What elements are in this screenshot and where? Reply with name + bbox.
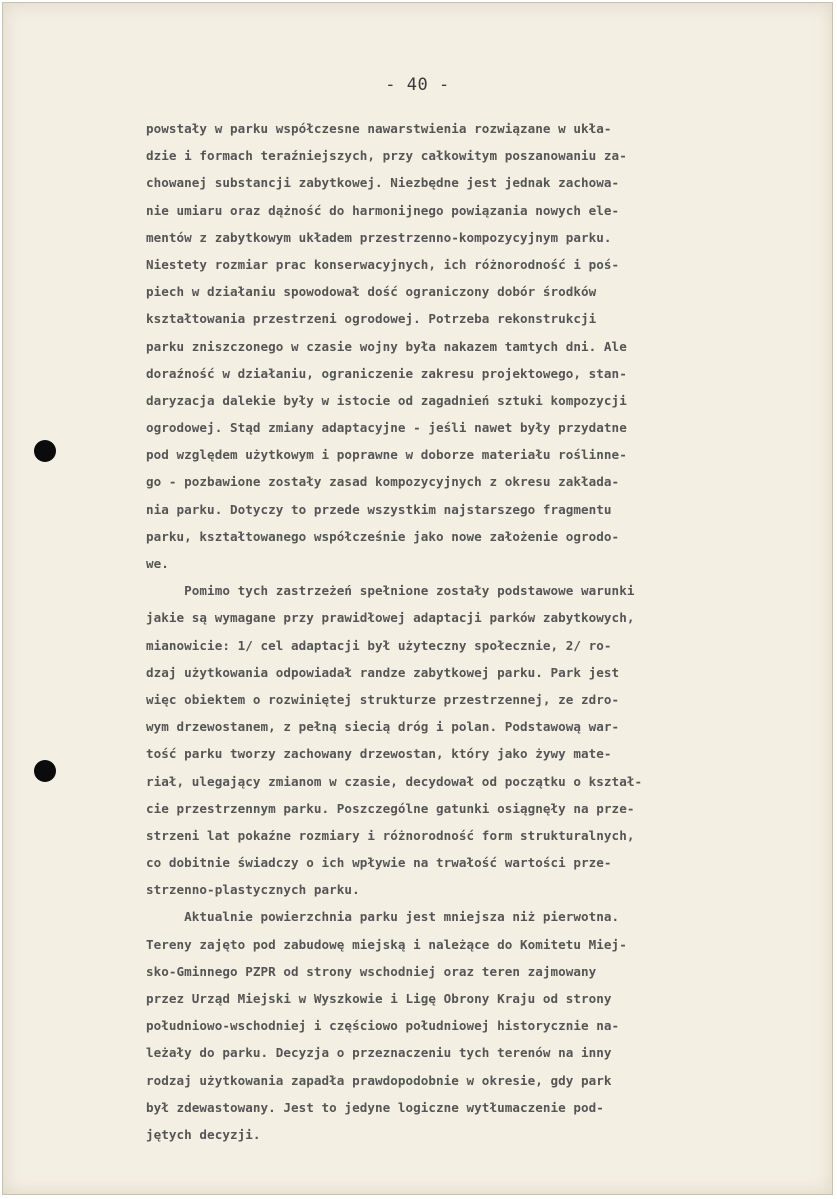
text-line: rodzaj użytkowania zapadła prawdopodobnie w okresie, gdy park: [146, 1072, 612, 1088]
text-line: Niestety rozmiar prac konserwacyjnych, ich różnorodność i poś-: [146, 256, 620, 272]
text-line: riał, ulegający zmianom w czasie, decydował od początku o kształ-: [146, 773, 643, 789]
text-line: Tereny zajęto pod zabudowę miejską i należące do Komitetu Miej-: [146, 936, 627, 952]
text-line: strzeni lat pokaźne rozmiary i różnorodność form strukturalnych,: [146, 827, 635, 843]
text-line: we.: [146, 556, 169, 571]
text-line: parku, kształtowanego współcześnie jako nowe założenie ogrodo-: [146, 528, 620, 544]
text-line: sko-Gminnego PZPR od strony wschodniej oraz teren zajmowany: [146, 963, 597, 979]
punch-hole-lower: [34, 760, 56, 782]
text-line: doraźność w działaniu, ograniczenie zakresu projektowego, stan-: [146, 365, 627, 381]
text-line: parku zniszczonego w czasie wojny była nakazem tamtych dni. Ale: [146, 338, 627, 354]
text-line: Pomimo tych zastrzeżeń spełnione zostały podstawowe warunki: [146, 583, 635, 599]
text-line: był zdewastowany. Jest to jedyne logiczne wytłumaczenie pod-: [146, 1099, 604, 1115]
text-line: daryzacja dalekie były w istocie od zagadnień sztuki kompozycji: [146, 392, 627, 408]
text-line: jakie są wymagane przy prawidłowej adaptacji parków zabytkowych,: [146, 610, 635, 626]
text-line: piech w działaniu spowodował dość ograniczony dobór środków: [146, 284, 597, 300]
text-line: więc obiektem o rozwiniętej strukturze przestrzennej, ze zdro-: [146, 691, 620, 707]
text-line: przez Urząd Miejski w Wyszkowie i Ligę Obrony Kraju od strony: [146, 991, 612, 1006]
text-line: wym drzewostanem, z pełną siecią dróg i polan. Podstawową war-: [146, 719, 620, 735]
text-line: cie przestrzennym parku. Poszczególne gatunki osiągnęły na prze-: [146, 800, 635, 816]
text-line: pod względem użytkowym i poprawne w doborze materiału roślinne-: [146, 447, 627, 463]
text-line: strzenno-plastycznych parku.: [146, 882, 360, 898]
text-line: go - pozbawione zostały zasad kompozycyjnych z okresu zakłada-: [146, 474, 620, 490]
text-line: tość parku tworzy zachowany drzewostan, który jako żywy mate-: [146, 746, 612, 762]
text-line: mianowicie: 1/ cel adaptacji był użyteczny społecznie, 2/ ro-: [146, 637, 612, 653]
text-line: kształtowania przestrzeni ogrodowej. Potrzeba rekonstrukcji: [146, 311, 597, 327]
text-line: leżały do parku. Decyzja o przeznaczeniu tych terenów na inny: [146, 1045, 612, 1061]
text-line: powstały w parku współczesne nawarstwienia rozwiązane w ukła-: [146, 121, 612, 136]
text-line: ogrodowej. Stąd zmiany adaptacyjne - jeśli nawet były przydatne: [146, 420, 627, 436]
text-line: jętych decyzji.: [146, 1126, 261, 1142]
punch-hole-upper: [34, 440, 56, 462]
body-text: [146, 115, 816, 1148]
text-line: mentów z zabytkowym układem przestrzenno-kompozycyjnym parku.: [146, 229, 612, 245]
text-line: dzaj użytkowania odpowiadał randze zabytkowej parku. Park jest: [146, 664, 620, 680]
text-line: nie umiaru oraz dążność do harmonijnego powiązania nowych ele-: [146, 202, 620, 218]
text-line: chowanej substancji zabytkowej. Niezbędne jest jednak zachowa-: [146, 175, 620, 191]
text-line: co dobitnie świadczy o ich wpływie na trwałość wartości prze-: [146, 855, 612, 871]
text-line: Aktualnie powierzchnia parku jest mniejsza niż pierwotna.: [146, 909, 620, 925]
page-number: - 40 -: [385, 75, 450, 95]
text-line: nia parku. Dotyczy to przede wszystkim najstarszego fragmentu: [146, 501, 612, 517]
text-line: dzie i formach teraźniejszych, przy całkowitym poszanowaniu za-: [146, 148, 627, 164]
text-line: południowo-wschodniej i częściowo południowej historycznie na-: [146, 1018, 620, 1034]
document-page: [2, 2, 833, 1195]
